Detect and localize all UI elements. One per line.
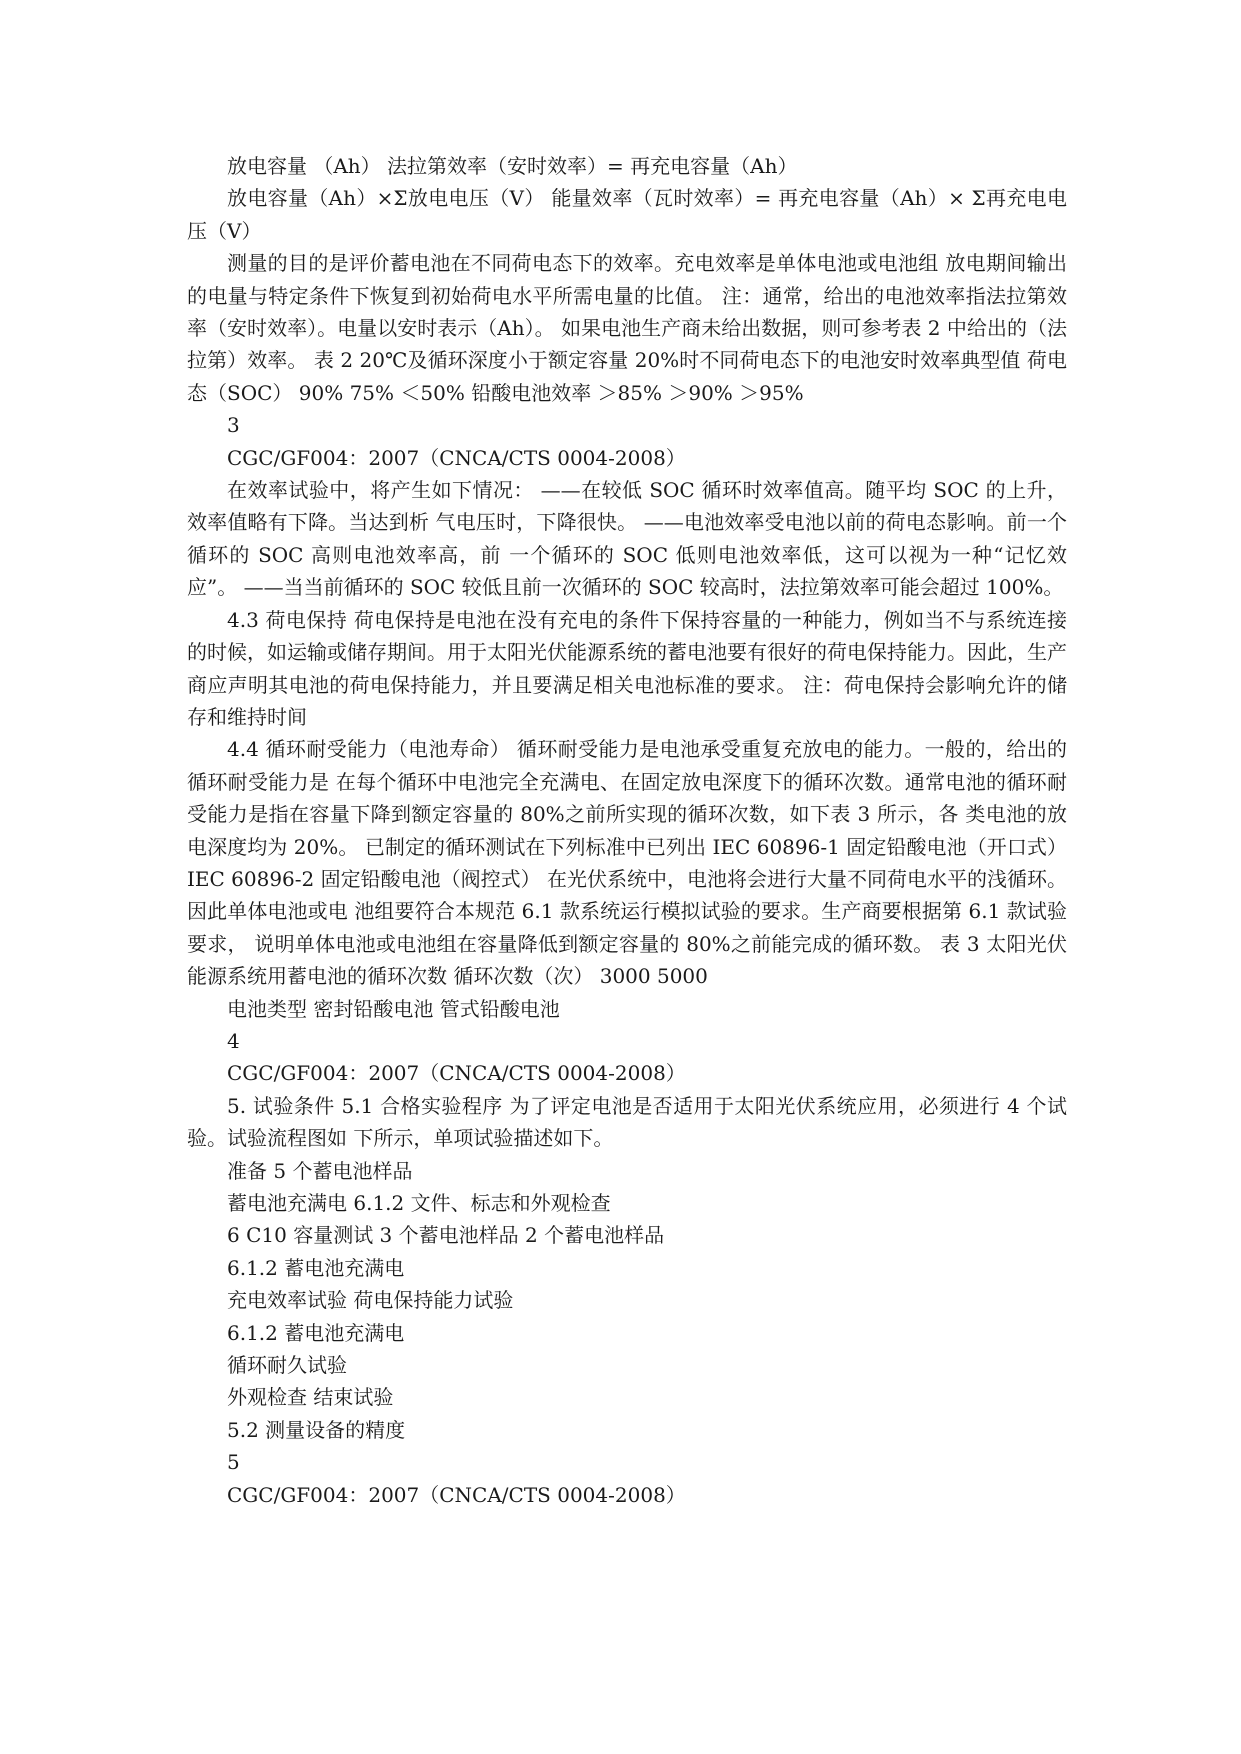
paragraph: 4.3 荷电保持 荷电保持是电池在没有充电的条件下保持容量的一种能力，例如当不与系统连接 的时候，如运输或储存期间。用于太阳光伏能源系统的蓄电池要有很好的荷电保持能力。因此，生产商应声明其电池的荷电保持能力，并且要满足相关电池标准的要求。 注：荷电保持会影响允许的储存和维持时间 [187,607,1074,729]
section-heading: 5.2 测量设备的精度 [227,1417,406,1442]
flow-step: 6.1.2 蓄电池充满电 [227,1320,405,1345]
page-number: 3 [227,413,240,438]
standard-code-line: CGC/GF004：2007（CNCA/CTS 0004-2008） [227,445,686,470]
page-number: 4 [227,1028,240,1053]
flow-step: 6.1.2 蓄电池充满电 [227,1255,405,1280]
flow-step: 外观检查 结束试验 [227,1385,394,1410]
page-number: 5 [227,1450,240,1475]
flow-step: 蓄电池充满电 6.1.2 文件、标志和外观检查 [227,1191,611,1215]
paragraph: 在效率试验中，将产生如下情况： ——在较低 SOC 循环时效率值高。随平均 SOC 的上升，效率值略有下降。当达到析 气电压时，下降很快。 ——电池效率受电池以前的荷电态影响。前一个循环的 SOC 高则电池效率高，前 一个循环的 SOC 低则电池效率低，这可以视为一种“记忆效应”。 ——当当前循环的 SOC 较低且前一次循环的 SOC 较高时，法拉第效率可能会超过 100%。 [187,478,1067,600]
flow-step: 充电效率试验 荷电保持能力试验 [227,1288,514,1313]
paragraph: 测量的目的是评价蓄电池在不同荷电态下的效率。充电效率是单体电池或电池组 放电期间输出的电量与特定条件下恢复到初始荷电水平所需电量的比值。 注：通常，给出的电池效率指法拉第效率（安时效率）。电量以安时表示（Ah）。 如果电池生产商未给出数据，则可参考表 2 中给出的（法拉第）效率。 表 2 20℃及循环深度小于额定容量 20%时不同荷电态下的电池安时效率典型值 荷电态（SOC） 90% 75% ＜50% 铅酸电池效率 ＞85% ＞90% ＞95% [187,251,1067,405]
paragraph: 4.4 循环耐受能力（电池寿命） 循环耐受能力是电池承受重复充放电的能力。一般的，给出的循环耐受能力是 在每个循环中电池完全充满电、在固定放电深度下的循环次数。通常电池的循环耐 受能力是指在容量下降到额定容量的 80%之前所实现的循环次数，如下表 3 所示，各 类电池的放电深度均为 20%。 已制定的循环测试在下列标准中已列出 IEC 60896-1 固定铅酸电池（开口式） IEC 60896-2 固定铅酸电池（阀控式） 在光伏系统中，电池将会进行大量不同荷电水平的浅循环。因此单体电池或电 池组要符合本规范 6.1 款系统运行模拟试验的要求。生产商要根据第 6.1 款试验要求， 说明单体电池或电池组在容量降低到额定容量的 80%之前能完成的循环数。 表 3 太阳光伏能源系统用蓄电池的循环次数 循环次数（次） 3000 5000 [187,737,1074,989]
paragraph: 电池类型 密封铅酸电池 管式铅酸电池 [227,996,560,1021]
flow-step: 循环耐久试验 [227,1353,347,1378]
flow-step: 准备 5 个蓄电池样品 [227,1158,413,1183]
standard-code-line: CGC/GF004：2007（CNCA/CTS 0004-2008） [227,1061,686,1086]
paragraph: 放电容量（Ah）×Σ放电电压（V） 能量效率（瓦时效率）= 再充电容量（Ah）× Σ再充电电压（V） [187,186,1067,243]
standard-code-line: CGC/GF004：2007（CNCA/CTS 0004-2008） [227,1482,686,1507]
flow-step: 6 C10 容量测试 3 个蓄电池样品 2 个蓄电池样品 [227,1223,665,1248]
paragraph: 5. 试验条件 5.1 合格实验程序 为了评定电池是否适用于太阳光伏系统应用，必须进行 4 个试验。试验流程图如 下所示，单项试验描述如下。 [187,1093,1067,1151]
paragraph: 放电容量 （Ah） 法拉第效率（安时效率）= 再充电容量（Ah） [227,154,798,178]
document-page [187,150,1074,1511]
